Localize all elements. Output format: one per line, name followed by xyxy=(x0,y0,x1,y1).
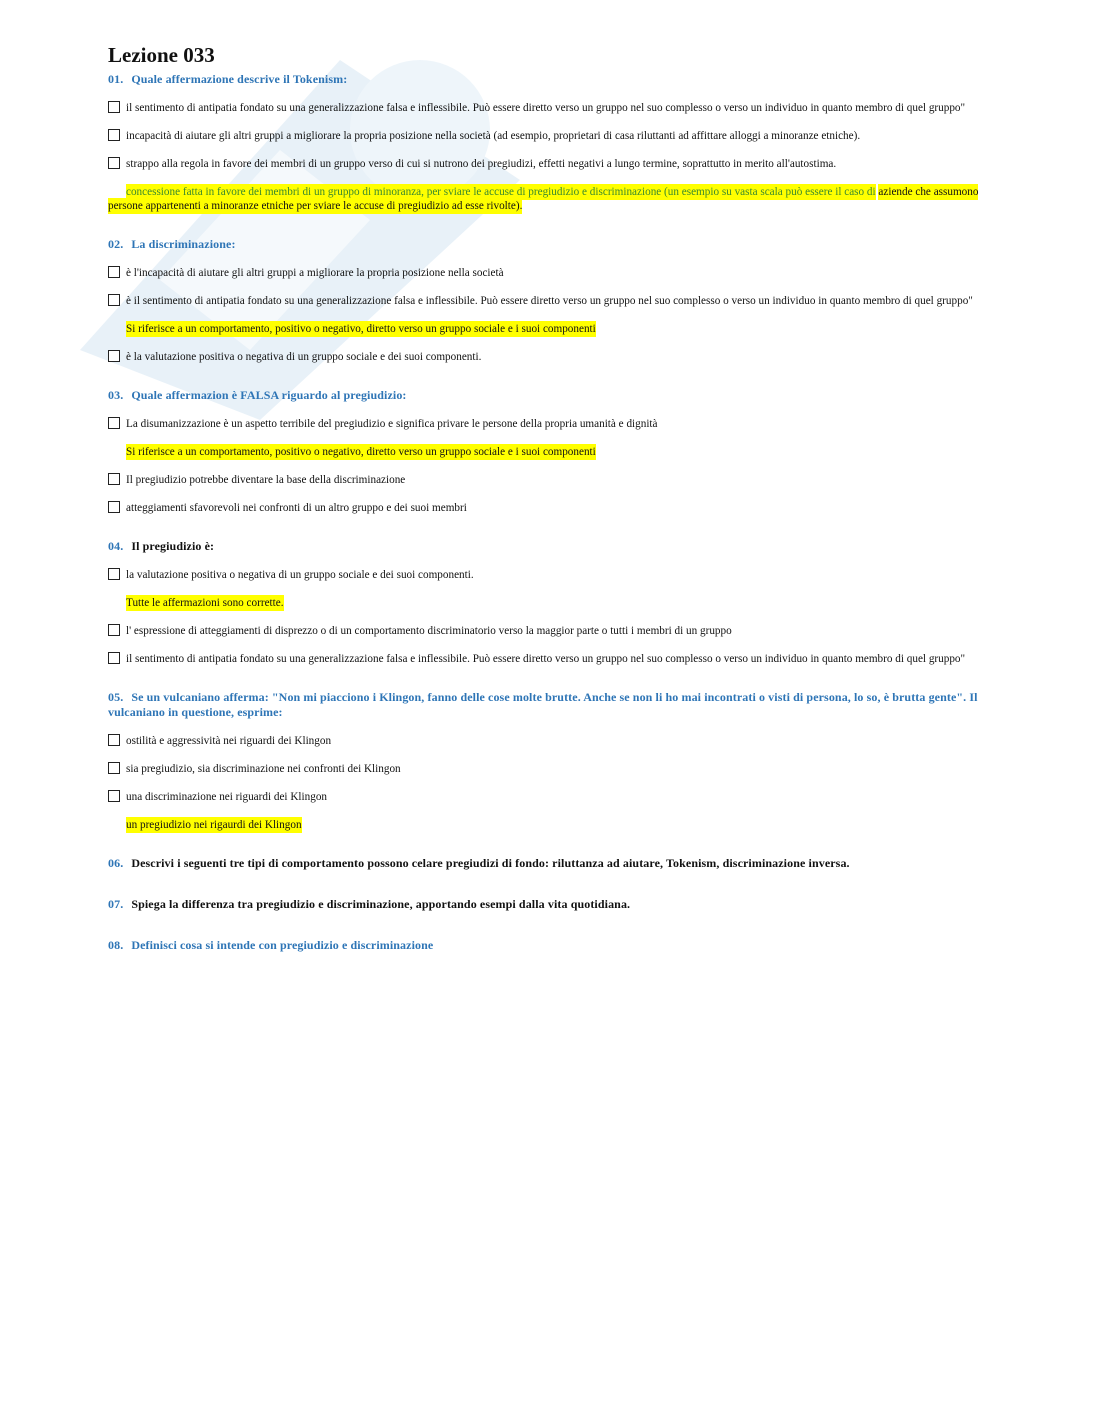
question-number: 06. xyxy=(108,856,124,870)
correct-answer xyxy=(108,445,988,459)
question-number: 01. xyxy=(108,72,124,86)
option-text: incapacità di aiutare gli altri gruppi a migliorare la propria posizione nella società (ad esempio, proprietari di casa riluttanti ad affittare alloggi a minoranze etniche). xyxy=(126,130,861,142)
answer-option[interactable] xyxy=(108,417,988,431)
checkbox-icon[interactable] xyxy=(108,790,120,802)
answer-option[interactable] xyxy=(108,266,988,280)
checkbox-icon[interactable] xyxy=(108,129,120,141)
option-text: Il pregiudizio potrebbe diventare la base della discriminazione xyxy=(126,474,406,486)
answer-option[interactable] xyxy=(108,294,988,308)
checkbox-icon[interactable] xyxy=(108,652,120,664)
option-text: è l'incapacità di aiutare gli altri gruppi a migliorare la propria posizione nella società xyxy=(126,267,504,279)
question-heading xyxy=(108,539,988,554)
answer-option[interactable] xyxy=(108,734,988,748)
answer-option[interactable] xyxy=(108,501,988,515)
option-text: una discriminazione nei riguardi dei Klingon xyxy=(126,791,328,803)
correct-answer xyxy=(108,818,988,832)
question-08 xyxy=(108,938,988,953)
question-text: Definisci cosa si intende con pregiudizio e discriminazione xyxy=(131,938,434,952)
document-body xyxy=(108,42,988,967)
question-07 xyxy=(108,897,988,912)
question-heading xyxy=(108,938,988,953)
option-text: ostilità e aggressività nei riguardi dei Klingon xyxy=(126,735,332,747)
question-number: 07. xyxy=(108,897,124,911)
option-text: è il sentimento di antipatia fondato su una generalizzazione falsa e inflessibile. Può essere diretto verso un gruppo nel suo complesso o verso un individuo in quanto membro di quel gruppo" xyxy=(126,295,973,307)
correct-answer-text: un pregiudizio nei rigaurdi dei Klingon xyxy=(126,819,302,831)
answer-option[interactable] xyxy=(108,350,988,364)
question-text: Quale affermazion è FALSA riguardo al pregiudizio: xyxy=(131,388,407,402)
option-text: la valutazione positiva o negativa di un gruppo sociale e dei suoi componenti. xyxy=(126,569,474,581)
question-06 xyxy=(108,856,988,871)
answer-option[interactable] xyxy=(108,101,988,115)
question-heading xyxy=(108,237,988,252)
option-text: il sentimento di antipatia fondato su una generalizzazione falsa e inflessibile. Può essere diretto verso un gruppo nel suo complesso o verso un individuo in quanto membro di quel gruppo" xyxy=(126,653,966,665)
correct-answer-text: Tutte le affermazioni sono corrette. xyxy=(126,597,284,609)
checkbox-icon[interactable] xyxy=(108,762,120,774)
question-heading xyxy=(108,72,988,87)
correct-answer-text: Si riferisce a un comportamento, positivo o negativo, diretto verso un gruppo sociale e i suoi componenti xyxy=(126,323,596,335)
answer-option[interactable] xyxy=(108,624,988,638)
checkbox-icon[interactable] xyxy=(108,734,120,746)
correct-answer-text: Si riferisce a un comportamento, positivo o negativo, diretto verso un gruppo sociale e i suoi componenti xyxy=(126,446,596,458)
question-heading xyxy=(108,897,988,912)
answer-option[interactable] xyxy=(108,473,988,487)
question-03 xyxy=(108,388,988,515)
answer-option[interactable] xyxy=(108,568,988,582)
answer-option[interactable] xyxy=(108,652,988,666)
question-number: 03. xyxy=(108,388,124,402)
correct-answer xyxy=(108,322,988,336)
checkbox-icon[interactable] xyxy=(108,101,120,113)
option-text: strappo alla regola in favore dei membri di un gruppo verso di cui si nutrono dei pregiudizi, effetti negativi a lungo termine, soprattutto in merito all'autostima. xyxy=(126,158,837,170)
question-text: La discriminazione: xyxy=(131,237,236,251)
question-05 xyxy=(108,690,988,832)
option-text: La disumanizzazione è un aspetto terribile del pregiudizio e significa privare le persone della propria umanità e dignità xyxy=(126,418,658,430)
correct-answer xyxy=(108,596,988,610)
correct-answer xyxy=(108,185,988,213)
option-text: sia pregiudizio, sia discriminazione nei confronti dei Klingon xyxy=(126,763,401,775)
checkbox-icon[interactable] xyxy=(108,417,120,429)
option-text: atteggiamenti sfavorevoli nei confronti di un altro gruppo e dei suoi membri xyxy=(126,502,467,514)
checkbox-icon[interactable] xyxy=(108,624,120,636)
answer-option[interactable] xyxy=(108,790,988,804)
question-text: Spiega la differenza tra pregiudizio e discriminazione, apportando esempi dalla vita quotidiana. xyxy=(131,897,631,911)
option-text: il sentimento di antipatia fondato su una generalizzazione falsa e inflessibile. Può essere diretto verso un gruppo nel suo complesso o verso un individuo in quanto membro di quel gruppo" xyxy=(126,102,966,114)
checkbox-icon[interactable] xyxy=(108,568,120,580)
option-text: è la valutazione positiva o negativa di un gruppo sociale e dei suoi componenti. xyxy=(126,351,482,363)
question-text: Descrivi i seguenti tre tipi di comportamento possono celare pregiudizi di fondo: riluttanza ad aiutare, Tokenism, discriminazione inversa. xyxy=(131,856,850,870)
checkbox-icon[interactable] xyxy=(108,501,120,513)
answer-option[interactable] xyxy=(108,129,988,143)
question-01 xyxy=(108,72,988,213)
checkbox-icon[interactable] xyxy=(108,266,120,278)
correct-answer-text: concessione fatta in favore dei membri di un gruppo di minoranza, per sviare le accuse di pregiudizio e discriminazione (un esempio su vasta scala può essere il caso di xyxy=(126,186,876,198)
question-heading xyxy=(108,690,988,720)
question-number: 04. xyxy=(108,539,124,553)
answer-option[interactable] xyxy=(108,157,988,171)
option-text: l' espressione di atteggiamenti di disprezzo o di un comportamento discriminatorio verso la maggior parte o tutti i membri di un gruppo xyxy=(126,625,732,637)
question-text: Il pregiudizio è: xyxy=(131,539,215,553)
checkbox-icon[interactable] xyxy=(108,473,120,485)
correct-answer-text-cont: aziende che assumono persone appartenenti a minoranze etniche per sviare le accuse di pregiudizio ad esse rivolte). xyxy=(108,186,979,212)
question-number: 05. xyxy=(108,690,124,704)
checkbox-icon[interactable] xyxy=(108,350,120,362)
checkbox-icon[interactable] xyxy=(108,294,120,306)
question-number: 08. xyxy=(108,938,124,952)
question-number: 02. xyxy=(108,237,124,251)
page-title: Lezione 033 xyxy=(108,43,215,67)
question-heading xyxy=(108,388,988,403)
question-text: Se un vulcaniano afferma: "Non mi piacciono i Klingon, fanno delle cose molte brutte. Anche se non li ho mai incontrati o visti di persona, lo so, è brutta gente". Il vulcaniano in questione, esprime: xyxy=(108,690,978,719)
question-04 xyxy=(108,539,988,666)
question-02 xyxy=(108,237,988,364)
question-heading xyxy=(108,856,988,871)
checkbox-icon[interactable] xyxy=(108,157,120,169)
answer-option[interactable] xyxy=(108,762,988,776)
question-text: Quale affermazione descrive il Tokenism: xyxy=(131,72,348,86)
